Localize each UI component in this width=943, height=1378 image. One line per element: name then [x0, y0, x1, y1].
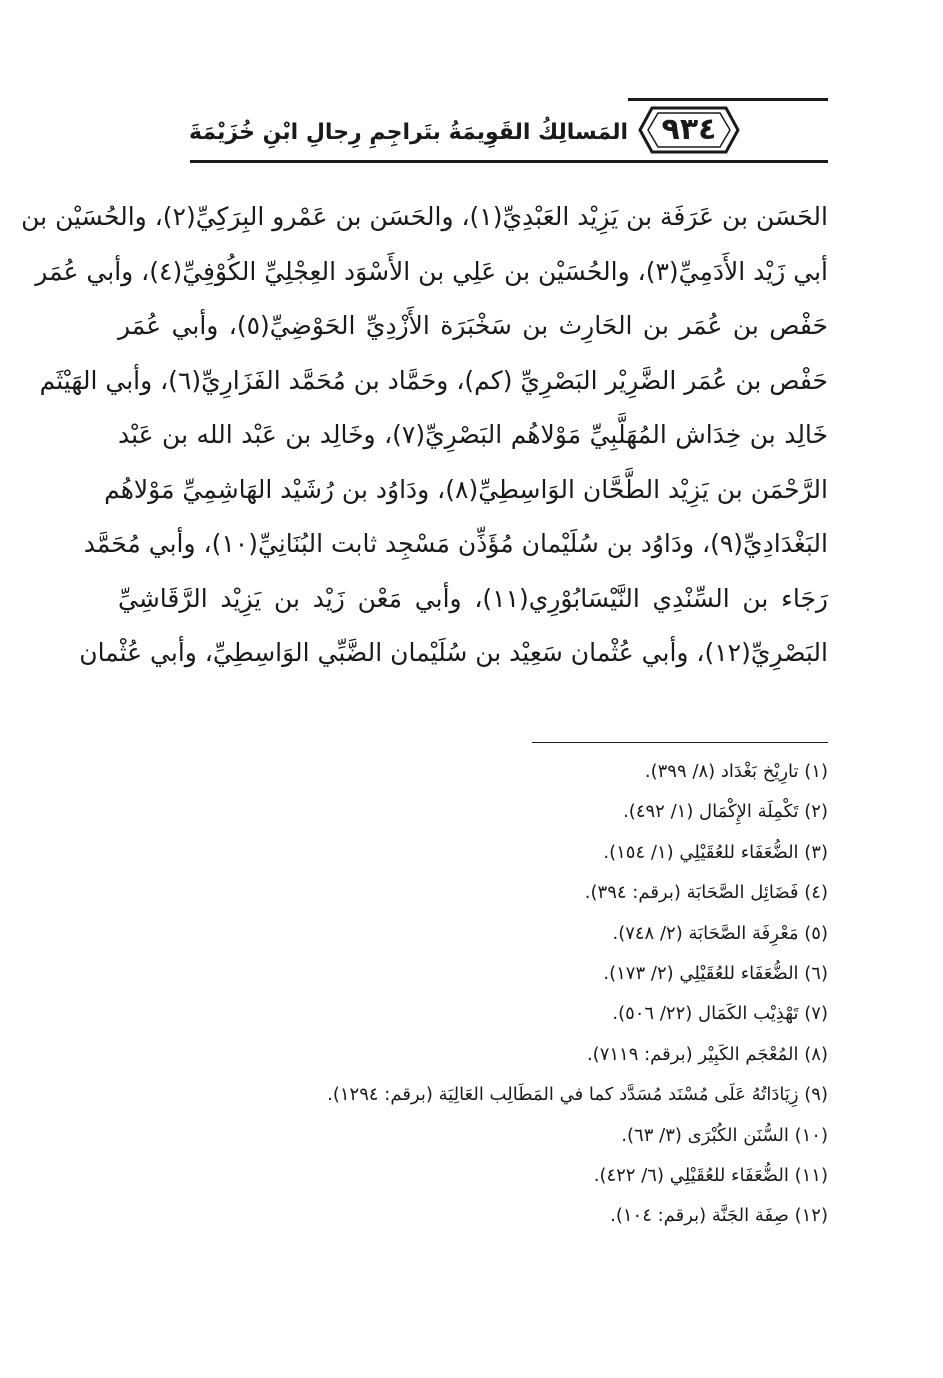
running-title: المَسالِكُ القَوِيمَةُ بتَراجِمِ رِجالِ ابْنِ خُزَيْمَةَ: [189, 120, 628, 145]
footnote: (١٠) السُّنَن الكُبْرَى (٣/ ٦٣).: [621, 1124, 828, 1146]
header-bottom-rule: [190, 160, 828, 163]
body-line: أبي زَيْد الأَدَمِيِّ(٣)، والحُسَيْن بن عَلِي بن الأَسْوَد العِجْلِيِّ الكُوْفِيِّ(٤)، وأبي عُمَر: [35, 256, 828, 286]
footnote: (٦) الضُّعَفَاء للعُقَيْلِي (٢/ ١٧٣).: [603, 962, 828, 984]
page-number: ٩٣٤: [661, 112, 717, 147]
footnote: (٢) تَكْمِلَة الإِكْمَال (١/ ٤٩٢).: [623, 801, 828, 823]
footnote: (٥) مَعْرِفَة الصَّحَابَة (٢/ ٧٤٨).: [612, 922, 828, 944]
page-number-badge: [638, 104, 740, 156]
footnote: (٨) المُعْجَم الكَبِيْر (برقم: ٧١١٩).: [586, 1043, 828, 1065]
footnotes: [190, 752, 828, 1237]
body-line: رَجَاء بن السِّنْدِي النَّيْسَابُوْرِي(١١)، وأبي مَعْن زَيْد بن يَزِيْد الرَّقَاشِيِّ: [118, 583, 828, 613]
body-line: حَفْص بن عُمَر بن الحَارِث بن سَخْبَرَة الأَزْدِيِّ الحَوْضِيِّ(٥)، وأبي عُمَر: [118, 311, 828, 340]
body-line: خَالِد بن خِدَاش المُهَلَّبِيِّ مَوْلاهُم البَصْرِيِّ(٧)، وخَالِد بن عَبْد الله بن عَبْد: [118, 420, 829, 449]
header-top-rule: [628, 98, 828, 101]
footnote: (١) تارِيْخ بَغْدَاد (٨/ ٣٩٩).: [644, 761, 828, 782]
footnote: (٣) الضُّعَفَاء للعُقَيْلِي (١/ ١٥٤).: [603, 841, 828, 863]
footnote: (١١) الضُّعَفَاء للعُقَيْلِي (٦/ ٤٢٢).: [593, 1164, 828, 1186]
main-text: [21, 190, 829, 681]
footnote-separator: [532, 742, 828, 743]
footnote: (٤) فَضَائِل الصَّحَابَة (برقم: ٣٩٤).: [584, 882, 828, 904]
footnote: (٩) زِيَادَاتُهُ عَلَى مُسْنَد مُسَدَّد كما في المَطَالِب العَالِيَة (برقم: ١٢٩٤).: [327, 1084, 828, 1106]
footnote: (١٢) صِفَة الجَنَّة (برقم: ١٠٤).: [610, 1205, 828, 1227]
body-line: البَصْرِيِّ(١٢)، وأبي عُثْمان سَعِيْد بن سُلَيْمان الضَّبِّي الوَاسِطِيِّ، وأبي عُثْمان: [79, 638, 828, 667]
body-line: البَغْدَادِيِّ(٩)، ودَاوُد بن سُلَيْمان مُؤَذِّن مَسْجِد ثابت البُنَانِيِّ(١٠)، وأبي مُحَمَّد: [83, 529, 828, 558]
body-line: الحَسَن بن عَرَفَة بن يَزِيْد العَبْدِيِّ(١)، والحَسَن بن عَمْرو البِرَكِيِّ(٢)، والحُسَيْن بن: [21, 202, 828, 231]
footnote: (٧) تَهْذِيْب الكَمَال (٢٢/ ٥٠٦).: [612, 1003, 828, 1025]
body-line: الرَّحْمَن بن يَزِيْد الطَّحَّان الوَاسِطِيِّ(٨)، ودَاوُد بن رُشَيْد الهَاشِمِيِّ مَوْلاهُم: [104, 474, 828, 504]
body-line: حَفْص بن عُمَر الضَّرِيْر البَصْرِيِّ (كم)، وحَمَّاد بن مُحَمَّد الفَزَارِيِّ(٦)، وأبي الهَيْثَم: [39, 365, 828, 395]
